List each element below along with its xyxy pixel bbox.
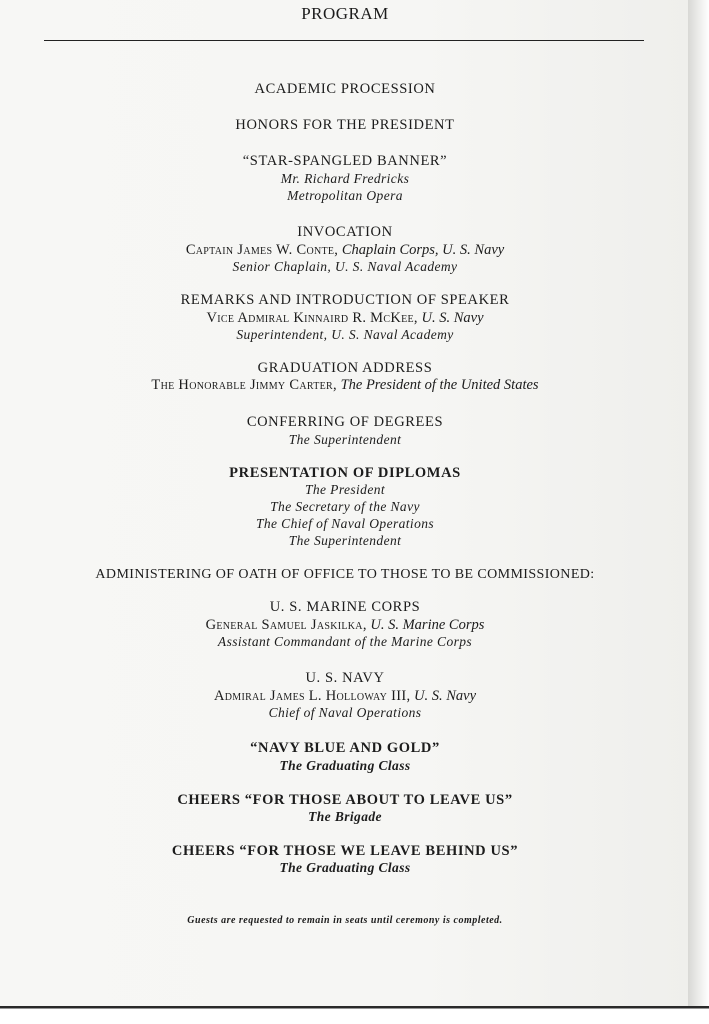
degrees-officiant: The Superintendent (288, 432, 402, 447)
remarks-position: Superintendent, U. S. Naval Academy (236, 327, 454, 342)
navy-position: Chief of Naval Operations (268, 705, 422, 720)
anthem-affiliation: Metropolitan Opera (287, 188, 403, 203)
degrees-title: CONFERRING OF DEGREES (246, 414, 444, 430)
diplomas-presenter-4: The Superintendent (288, 533, 402, 548)
navy-name: Admiral James L. Holloway III, (213, 688, 411, 704)
invocation-officiant (0, 241, 690, 259)
diplomas-presenter-2: The Secretary of the Navy (270, 499, 420, 514)
diplomas-presenter-3: The Chief of Naval Operations (255, 516, 435, 531)
program-header: PROGRAM (301, 4, 389, 23)
remarks-speaker (0, 309, 690, 327)
academic-procession: ACADEMIC PROCESSION (254, 81, 436, 97)
invocation-role: Chaplain Corps, U. S. Navy (341, 242, 505, 258)
page-bottom-edge (0, 1006, 709, 1024)
cheers-leave-us-title: CHEERS “FOR THOSE ABOUT TO LEAVE US” (177, 792, 513, 808)
invocation-name: Captain James W. Conte, (185, 242, 339, 258)
blue-gold-title: “NAVY BLUE AND GOLD” (250, 740, 440, 756)
anthem-title: “STAR-SPANGLED BANNER” (242, 153, 448, 169)
navy-role: U. S. Navy (414, 688, 477, 704)
cheers-behind-us-title: CHEERS “FOR THOSE WE LEAVE BEHIND US” (171, 843, 519, 859)
cheers-leave-us-performer: The Brigade (308, 809, 382, 824)
header-rule (44, 40, 644, 41)
address-role: The President of the United States (340, 377, 539, 393)
address-speaker (0, 376, 690, 394)
remarks-title: REMARKS AND INTRODUCTION OF SPEAKER (180, 292, 510, 308)
cheers-behind-us-performer: The Graduating Class (279, 860, 411, 875)
invocation-title: INVOCATION (297, 224, 393, 240)
invocation-position: Senior Chaplain, U. S. Naval Academy (232, 259, 458, 274)
address-title: GRADUATION ADDRESS (257, 360, 433, 376)
navy-title: U. S. NAVY (305, 670, 385, 686)
address-name: The Honorable Jimmy Carter, (151, 377, 337, 393)
navy-officer (0, 687, 690, 705)
diplomas-presenter-1: The President (304, 482, 386, 497)
page-edge-shadow (688, 0, 709, 1006)
honors-for-president: HONORS FOR THE PRESIDENT (235, 117, 455, 133)
marines-role: U. S. Marine Corps (370, 617, 485, 633)
oath-heading: ADMINISTERING OF OATH OF OFFICE TO THOSE TO BE COMMISSIONED: (95, 567, 595, 582)
blue-gold-performer: The Graduating Class (279, 758, 411, 773)
marines-title: U. S. MARINE CORPS (269, 599, 421, 615)
guests-footnote: Guests are requested to remain in seats until ceremony is completed. (187, 915, 503, 926)
marines-name: General Samuel Jaskilka, (205, 617, 367, 633)
diplomas-title: PRESENTATION OF DIPLOMAS (229, 465, 461, 481)
marines-position: Assistant Commandant of the Marine Corps (217, 634, 473, 649)
anthem-performer: Mr. Richard Fredricks (280, 171, 410, 186)
remarks-name: Vice Admiral Kinnaird R. McKee, (206, 310, 418, 326)
marines-officer (0, 616, 690, 634)
remarks-role: U. S. Navy (421, 310, 484, 326)
